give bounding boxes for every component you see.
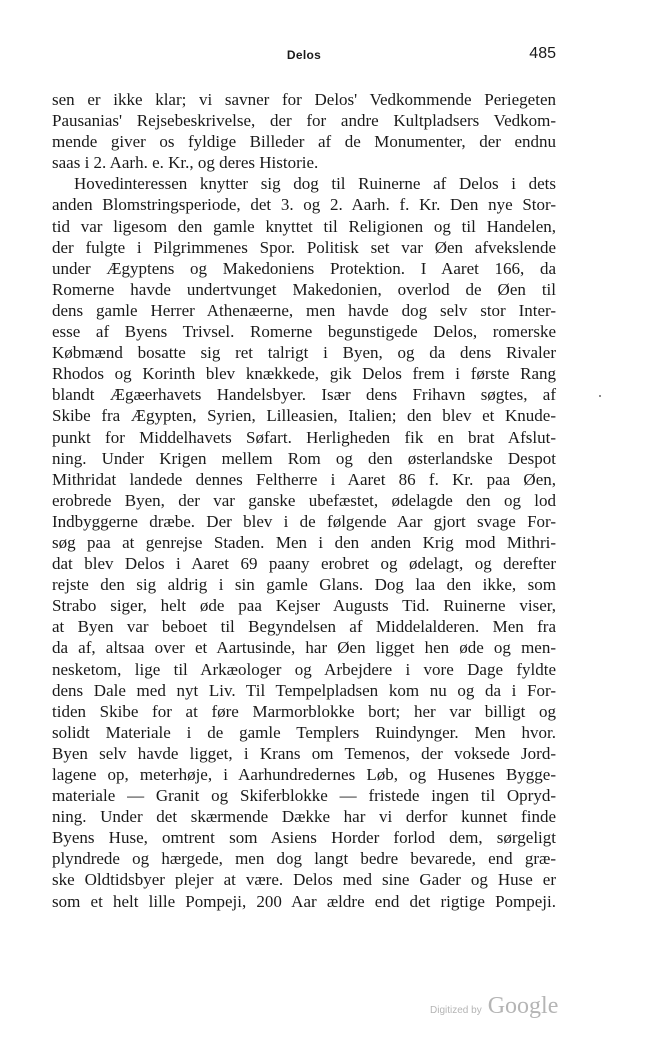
text-line: da af, altsaa over et Aartusinde, har Øen ligget hen øde og men- <box>52 638 556 658</box>
text-line: blandt Ægæerhavets Handelsbyer. Især dens Frihavn søgtes, af <box>52 385 556 405</box>
text-line: rejste den sig aldrig i sin gamle Glans. Dog laa den ikke, som <box>52 575 556 595</box>
text-line: dat blev Delos i Aaret 69 paany erobret og ødelagt, og derefter <box>52 554 556 574</box>
text-line: Købmænd bosatte sig ret talrigt i Byen, og da dens Rivaler <box>52 343 556 363</box>
text-line: Byen selv havde ligget, i Krans om Temenos, der voksede Jord- <box>52 743 556 763</box>
text-line: plyndrede og hærgede, men dog langt bedre bevarede, end græ- <box>52 849 556 869</box>
text-line: Rhodos og Korinth blev knækkede, gik Delos frem i første Rang <box>52 364 556 384</box>
text-line: saas i 2. Aarh. e. Kr., og deres Historie. <box>52 153 319 173</box>
text-line: under Ægyptens og Makedoniens Protektion. I Aaret 166, da <box>52 258 556 278</box>
text-line: Romerne havde undertvunget Makedonien, overlod de Øen til <box>52 279 556 299</box>
text-line: anden Blomstringsperiode, det 3. og 2. Aarh. f. Kr. Den nye Stor- <box>52 195 556 215</box>
text-line: ning. Under det skærmende Dække har vi derfor kunnet finde <box>52 807 556 827</box>
text-line: tiden Skibe for at føre Marmorblokke bort; her var billigt og <box>52 701 556 721</box>
google-logo: Google <box>487 993 559 1019</box>
text-line: nesketom, lige til Arkæologer og Arbejdere i vore Dage fyldte <box>52 659 556 679</box>
text-line: ske Oldtidsbyer plejer at være. Delos med sine Gader og Huse er <box>52 870 556 890</box>
text-line: ning. Under Krigen mellem Rom og den østerlandske Despot <box>52 448 556 468</box>
running-head <box>52 45 556 69</box>
text-line: Pausanias' Rejsebeskrivelse, der for andre Kultpladsers Vedkom- <box>52 111 556 131</box>
text-line: lagene op, meterhøje, i Aarhundredernes Løb, og Husenes Bygge- <box>52 765 556 784</box>
text-line: Hovedinteressen knytter sig dog til Ruinerne af Delos i dets <box>74 174 556 194</box>
text-line: Skibe fra Ægypten, Syrien, Lilleasien, Italien; den blev et Knude- <box>52 406 556 426</box>
text-line: solidt Materiale i de gamle Templers Ruindynger. Men hvor. <box>52 722 556 742</box>
text-line: punkt for Middelhavets Søfart. Herligheden fik en brat Afslut- <box>52 427 556 447</box>
text-line: søg paa at genrejse Staden. Men i den anden Krig mod Mithri- <box>52 532 556 552</box>
text-line: tid var ligesom den gamle knyttet til Religionen og til Handelen, <box>52 216 556 236</box>
text-line: Strabo siger, helt øde paa Kejser Augusts Tid. Ruinerne viser, <box>52 596 556 616</box>
text-line: som et helt lille Pompeji, 200 Aar ældre end det rigtige Pompeji. <box>52 891 556 911</box>
text-line: Mithridat landede dennes Feltherre i Aaret 86 f. Kr. paa Øen, <box>52 469 556 489</box>
text-line: at Byen var beboet til Begyndelsen af Middelalderen. Men fra <box>52 617 556 637</box>
page-number: 485 <box>529 45 556 62</box>
text-line: dens gamle Herrer Athenæerne, men havde dog selv stor Inter- <box>52 300 556 320</box>
watermark-prefix: Digitized by <box>430 1005 482 1016</box>
text-line: esse af Byens Trivsel. Romerne begunstigede Delos, romerske <box>52 322 556 342</box>
text-line: dens Dale med nyt Liv. Til Tempelpladsen kom nu og da i For- <box>52 680 556 700</box>
text-line: Indbyggerne dræbe. Der blev i de følgende Aar gjort svage For- <box>52 511 556 531</box>
text-line: erobrede Byen, der var ganske ubefæstet, ødelagde den og lod <box>52 490 556 510</box>
text-line: Byens Huse, omtrent som Asiens Horder forlod dem, sørgeligt <box>52 828 556 848</box>
text-line: sen er ikke klar; vi savner for Delos' Vedkommende Periegeten <box>52 90 556 109</box>
body-text <box>52 89 556 912</box>
running-title: Delos <box>286 48 322 62</box>
text-line: der fulgte i Pilgrimmenes Spor. Politisk set var Øen afvekslende <box>52 237 556 257</box>
text-line: materiale — Granit og Skiferblokke — fristede ingen til Opryd- <box>52 786 556 806</box>
text-line: mende giver os fyldige Billeder af de Monumenter, der endnu <box>52 132 556 152</box>
stray-ink-mark <box>599 395 601 397</box>
digitized-watermark <box>430 993 558 1020</box>
